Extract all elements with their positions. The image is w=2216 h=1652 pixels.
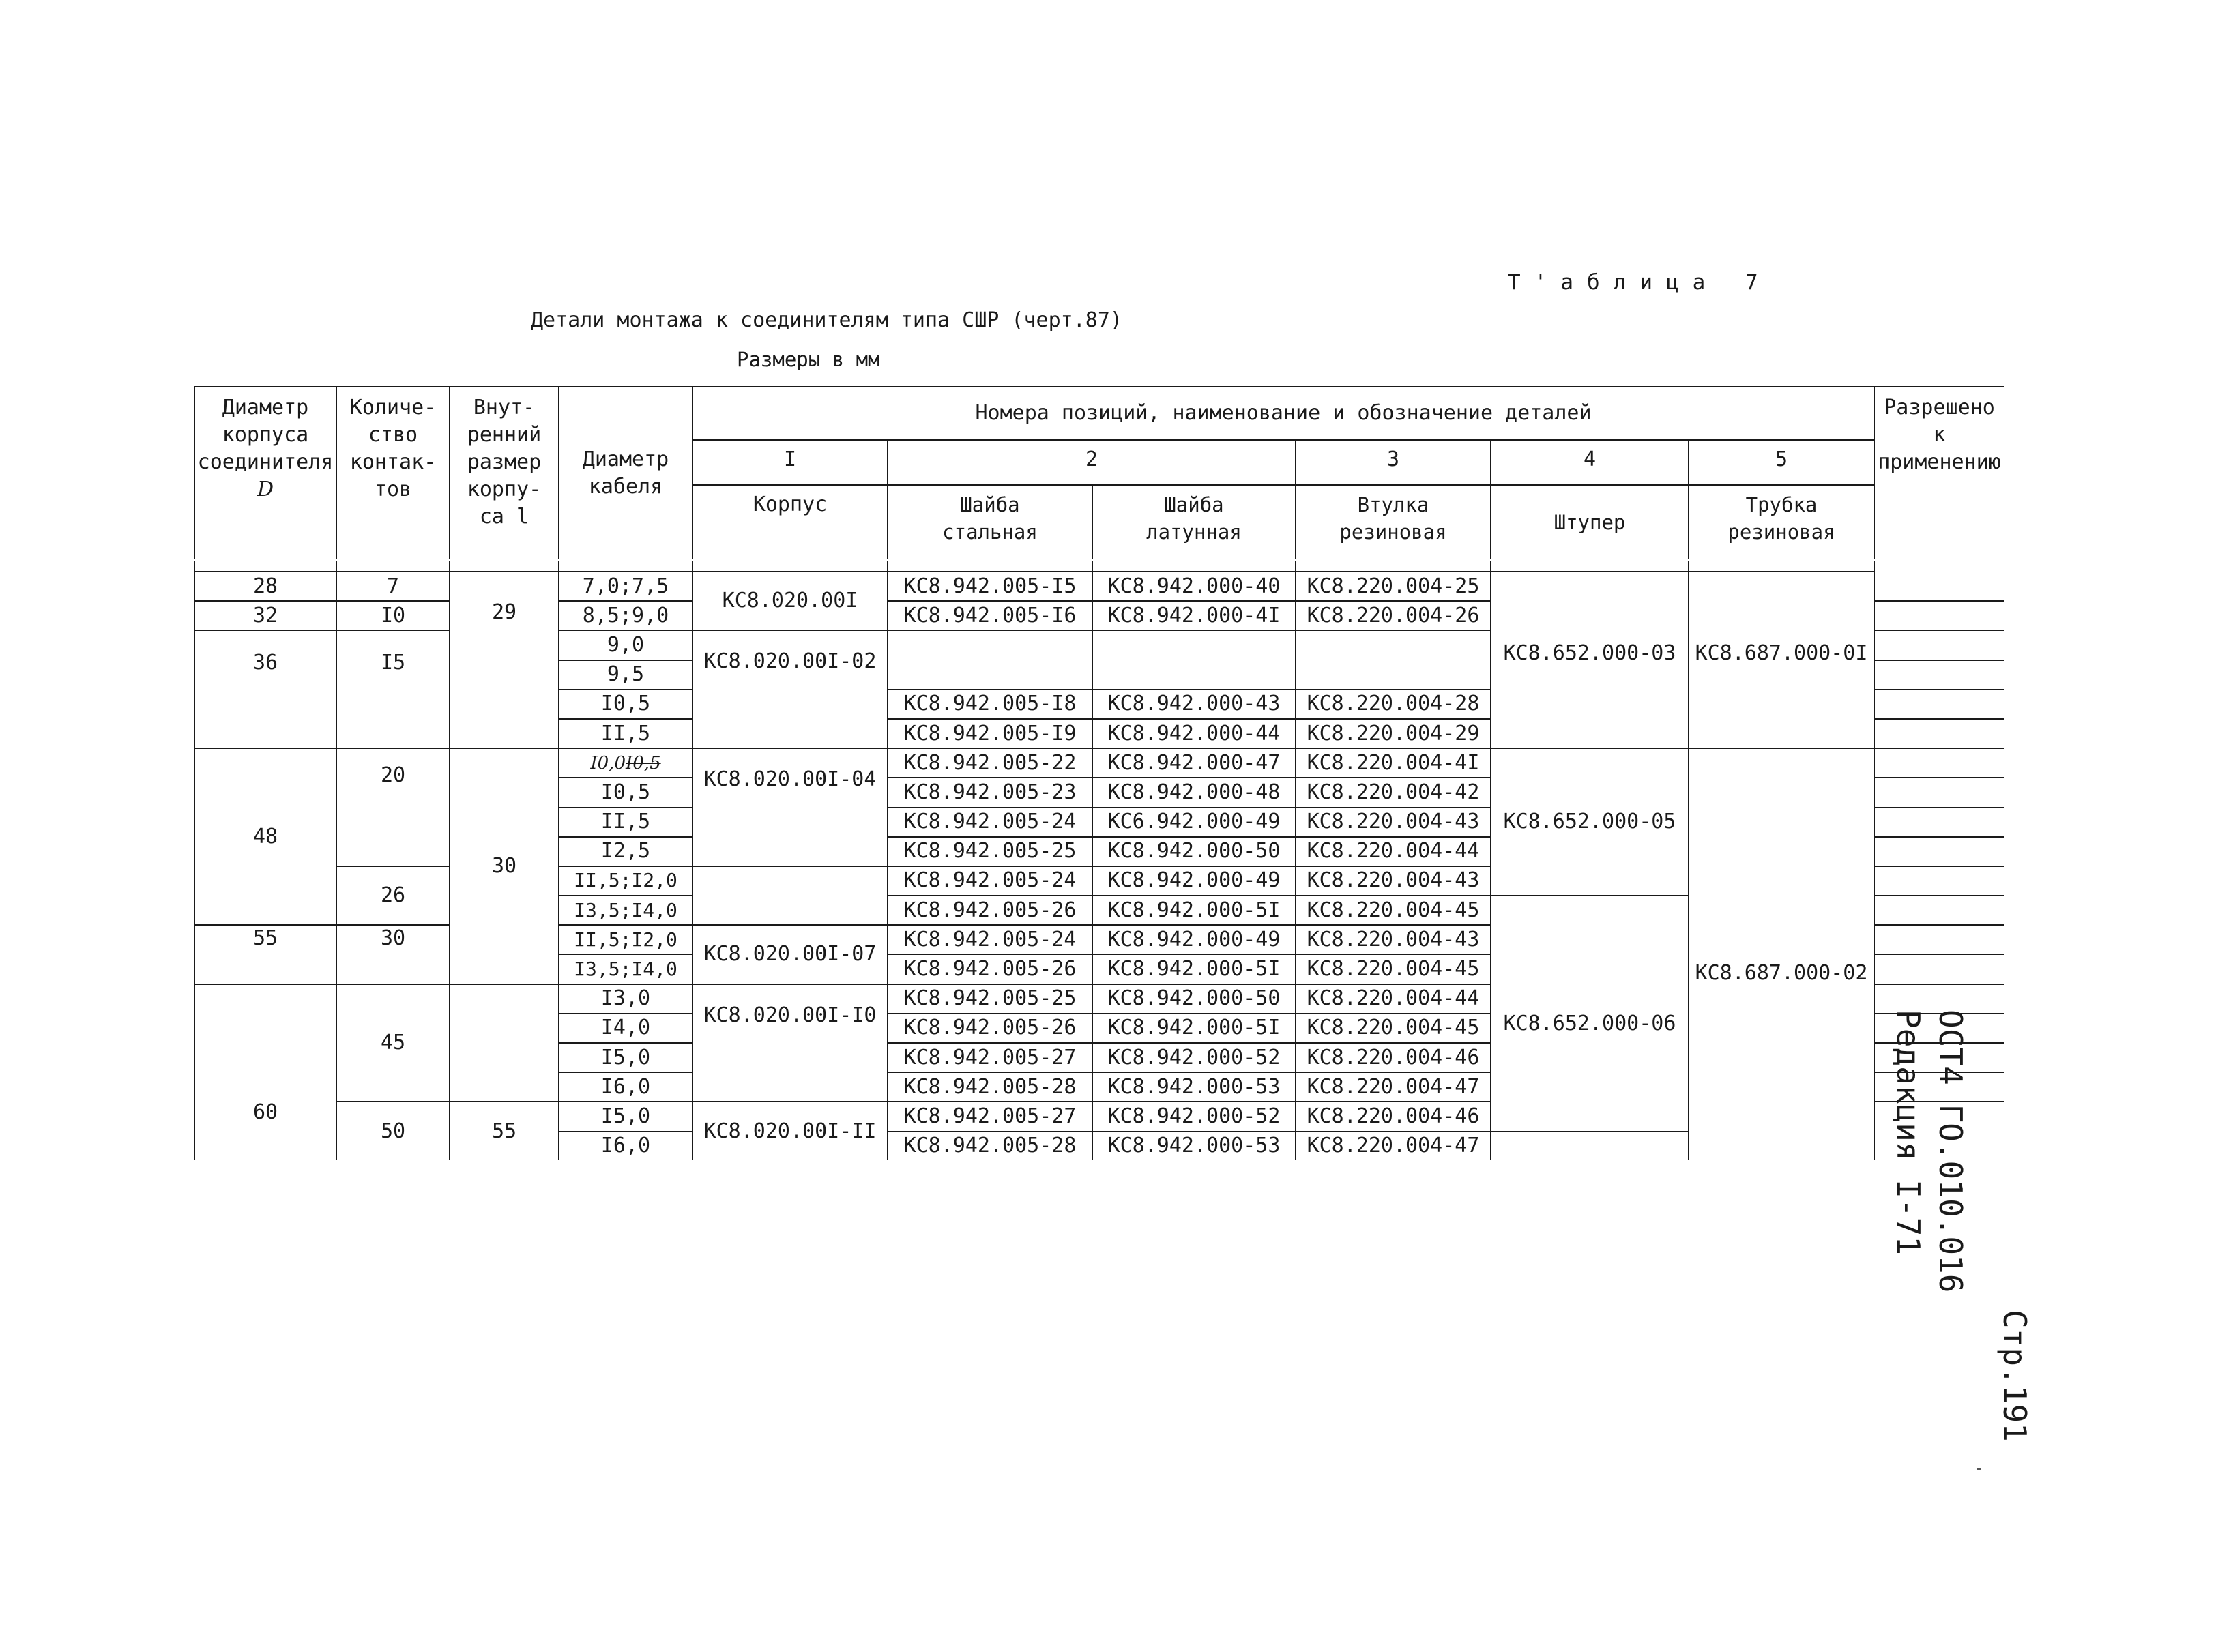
cell-contacts: 7 <box>336 572 450 601</box>
document-code: ОСТ4 ГО.010.016 Редакция I-71 <box>1887 1009 1972 1293</box>
name-steel-washer: Шайба стальная <box>888 485 1092 560</box>
table-cell: КС8.942.000-43 <box>1092 690 1296 719</box>
cell-sleeve: КС8.220.004-25 <box>1296 572 1491 601</box>
table-cell: I3,5;I4,0 <box>559 896 692 925</box>
table-cell: КС8.220.004-46 <box>1296 1043 1491 1072</box>
table-cell: КС8.942.005-27 <box>888 1102 1092 1131</box>
table-cell: I5 <box>336 630 450 748</box>
table-cell: I6,0 <box>559 1132 692 1160</box>
table-cell: 30 <box>450 748 559 984</box>
cell-cable-handwritten: I0,0I0,5 <box>559 748 692 778</box>
table-cell <box>336 560 450 572</box>
table-cell: КС8.652.000-05 <box>1491 748 1689 896</box>
table-cell: КС8.942.005-24 <box>888 808 1092 837</box>
table-cell: КС8.942.000-49 <box>1092 866 1296 896</box>
position-2: 2 <box>888 440 1296 485</box>
table-cell: КС8.942.005-24 <box>888 925 1092 954</box>
table-cell: КС6.942.000-49 <box>1092 808 1296 837</box>
table-cell: КС8.220.004-45 <box>1296 954 1491 984</box>
table-cell <box>1874 837 2004 866</box>
header-permitted: Разрешено к применению <box>1874 387 2004 560</box>
table-cell <box>692 866 888 925</box>
table-cell: КС8.942.005-22 <box>888 748 1092 778</box>
table-cell: 8,5;9,0 <box>559 601 692 630</box>
table-cell: КС8.020.00I-07 <box>692 925 888 984</box>
table-cell: I5,0 <box>559 1102 692 1131</box>
table-cell: 9,0 <box>559 630 692 660</box>
name-brass-washer: Шайба латунная <box>1092 485 1296 560</box>
table-cell <box>1874 719 2004 748</box>
table-cell: КС8.220.004-45 <box>1296 896 1491 925</box>
table-cell: КС8.220.004-46 <box>1296 1102 1491 1131</box>
table-cell <box>1874 748 2004 778</box>
page-number: Стр.191 <box>1996 1310 2033 1442</box>
table-cell: КС8.942.000-50 <box>1092 837 1296 866</box>
table-cell: КС8.942.005-23 <box>888 778 1092 807</box>
table-cell: КС8.220.004-29 <box>1296 719 1491 748</box>
table-cell: 55 <box>194 925 336 984</box>
table-cell: КС8.942.000-47 <box>1092 748 1296 778</box>
table-cell: КС8.220.004-28 <box>1296 690 1491 719</box>
cell-diameter: 28 <box>194 572 336 601</box>
table-number: Т'аблица 7 <box>1508 270 1772 295</box>
edition-label: Редакция I-71 <box>1890 1009 1927 1256</box>
table-cell <box>692 560 888 572</box>
table-row <box>194 748 2004 778</box>
table-cell: 60 <box>194 984 336 1160</box>
table-cell: КС8.220.004-26 <box>1296 601 1491 630</box>
table-cell <box>1092 630 1296 689</box>
table-cell: КС8.220.004-43 <box>1296 866 1491 896</box>
table-cell: I2,5 <box>559 837 692 866</box>
table-cell: 55 <box>450 1102 559 1160</box>
table-cell <box>1874 630 2004 660</box>
table-cell: КС8.942.000-52 <box>1092 1102 1296 1131</box>
table-cell: 32 <box>194 601 336 630</box>
table-cell: КС8.942.000-53 <box>1092 1132 1296 1160</box>
position-3: 3 <box>1296 440 1491 485</box>
table-cell: КС8.942.005-26 <box>888 954 1092 984</box>
table-cell: КС8.020.00I-04 <box>692 748 888 866</box>
table-cell: КС8.942.000-5I <box>1092 954 1296 984</box>
table-cell <box>1874 896 2004 925</box>
cell-korpus: КС8.020.00I <box>692 572 888 630</box>
table-cell <box>450 560 559 572</box>
table-cell: 48 <box>194 748 336 925</box>
table-cell: II,5 <box>559 719 692 748</box>
table-cell <box>888 560 1092 572</box>
table-cell: КС8.220.004-44 <box>1296 837 1491 866</box>
table-cell <box>1296 630 1491 689</box>
table-cell: II,5 <box>559 808 692 837</box>
table-cell: КС8.220.004-45 <box>1296 1014 1491 1043</box>
parts-table <box>194 386 2004 1160</box>
table-cell <box>1491 1132 1689 1160</box>
table-cell <box>888 630 1092 689</box>
table-cell: КС8.220.004-47 <box>1296 1132 1491 1160</box>
table-cell <box>1689 560 1874 572</box>
table-cell: КС8.942.005-27 <box>888 1043 1092 1072</box>
table-cell: КС8.220.004-43 <box>1296 925 1491 954</box>
position-5: 5 <box>1689 440 1874 485</box>
cell-steel-washer: КС8.942.005-I5 <box>888 572 1092 601</box>
table-cell <box>1491 560 1689 572</box>
table-cell: 36 <box>194 630 336 748</box>
table-cell: КС8.942.005-28 <box>888 1072 1092 1102</box>
header-positions-group: Номера позиций, наименование и обозначение деталей <box>692 387 1874 440</box>
position-1: I <box>692 440 888 485</box>
table-cell: КС8.942.000-53 <box>1092 1072 1296 1102</box>
table-cell: 45 <box>336 984 450 1102</box>
table-cell: КС8.942.000-50 <box>1092 984 1296 1014</box>
table-cell: КС8.942.000-49 <box>1092 925 1296 954</box>
table-cell <box>1874 601 2004 630</box>
table-cell: КС8.220.004-4I <box>1296 748 1491 778</box>
table-cell: КС8.942.000-48 <box>1092 778 1296 807</box>
table-cell: КС8.942.000-5I <box>1092 896 1296 925</box>
table-cell <box>1874 660 2004 690</box>
table-cell: КС8.942.005-25 <box>888 837 1092 866</box>
table-cell <box>1874 925 2004 954</box>
name-rubber-sleeve: Втулка резиновая <box>1296 485 1491 560</box>
table-cell: I0,5 <box>559 778 692 807</box>
cell-brass-washer: КС8.942.000-40 <box>1092 572 1296 601</box>
header-cable-diameter: Диаметр кабеля <box>559 387 692 560</box>
table-cell: КС8.220.004-42 <box>1296 778 1491 807</box>
table-cell: КС8.942.005-28 <box>888 1132 1092 1160</box>
table-cell: II,5;I2,0 <box>559 866 692 896</box>
table-cell: КС8.020.00I-02 <box>692 630 888 748</box>
name-korpus: Корпус <box>692 485 888 560</box>
position-4: 4 <box>1491 440 1689 485</box>
table-cell <box>1874 690 2004 719</box>
table-cell: 26 <box>336 866 450 925</box>
cell-tube: КС8.687.000-0I <box>1689 572 1874 748</box>
table-cell: I3,5;I4,0 <box>559 954 692 984</box>
table-cell <box>1874 866 2004 896</box>
table-cell <box>1874 560 2004 572</box>
table-cell: КС8.687.000-02 <box>1689 748 1874 1160</box>
table-cell <box>559 560 692 572</box>
table-cell: КС8.020.00I-II <box>692 1102 888 1160</box>
table-cell: КС8.942.000-52 <box>1092 1043 1296 1072</box>
cell-fitting: КС8.652.000-03 <box>1491 572 1689 748</box>
table-cell: II,5;I2,0 <box>559 925 692 954</box>
table-cell: I3,0 <box>559 984 692 1014</box>
table-row <box>194 572 2004 601</box>
cell-cable: 7,0;7,5 <box>559 572 692 601</box>
table-cell: КС8.942.005-24 <box>888 866 1092 896</box>
table-cell: 50 <box>336 1102 450 1160</box>
table-cell: КС8.942.005-I9 <box>888 719 1092 748</box>
table-cell <box>1874 572 2004 601</box>
table-cell: КС8.652.000-06 <box>1491 896 1689 1132</box>
table-cell: КС8.220.004-43 <box>1296 808 1491 837</box>
table-cell: 20 <box>336 748 450 866</box>
table-cell: КС8.020.00I-I0 <box>692 984 888 1102</box>
table-cell <box>1874 808 2004 837</box>
table-cell: 30 <box>336 925 450 984</box>
table-cell <box>1296 560 1491 572</box>
table-cell: КС8.942.000-4I <box>1092 601 1296 630</box>
scan-mark <box>1977 1468 1981 1470</box>
table-cell <box>1092 560 1296 572</box>
table-cell: КС8.942.005-I8 <box>888 690 1092 719</box>
table-cell: КС8.942.005-I6 <box>888 601 1092 630</box>
table-cell <box>450 984 559 1102</box>
table-cell: 9,5 <box>559 660 692 690</box>
table-cell: КС8.942.005-26 <box>888 896 1092 925</box>
table-cell: КС8.942.000-44 <box>1092 719 1296 748</box>
table-cell: I4,0 <box>559 1014 692 1043</box>
table-cell: КС8.220.004-47 <box>1296 1072 1491 1102</box>
cell-inner-size: 29 <box>450 572 559 748</box>
table-cell <box>1874 954 2004 984</box>
name-rubber-tube: Трубка резиновая <box>1689 485 1874 560</box>
table-cell: КС8.220.004-44 <box>1296 984 1491 1014</box>
table-cell: КС8.942.005-25 <box>888 984 1092 1014</box>
table-cell <box>194 560 336 572</box>
table-cell <box>1874 778 2004 807</box>
table-cell: КС8.942.000-5I <box>1092 1014 1296 1043</box>
table-cell: I6,0 <box>559 1072 692 1102</box>
table-cell: I0,5 <box>559 690 692 719</box>
table-cell: I5,0 <box>559 1043 692 1072</box>
table-cell: КС8.942.005-26 <box>888 1014 1092 1043</box>
table-caption: Детали монтажа к соединителям типа СШР (черт.87) <box>531 308 1122 332</box>
name-fitting: Штупер <box>1491 485 1689 560</box>
units-note: Размеры в мм <box>737 348 880 371</box>
header-diameter: Диаметр корпуса соединителя D <box>194 387 336 560</box>
table-cell: I0 <box>336 601 450 630</box>
header-inner-size: Внут- ренний размер корпу- са l <box>450 387 559 560</box>
header-contacts: Количе- ство контак- тов <box>336 387 450 560</box>
